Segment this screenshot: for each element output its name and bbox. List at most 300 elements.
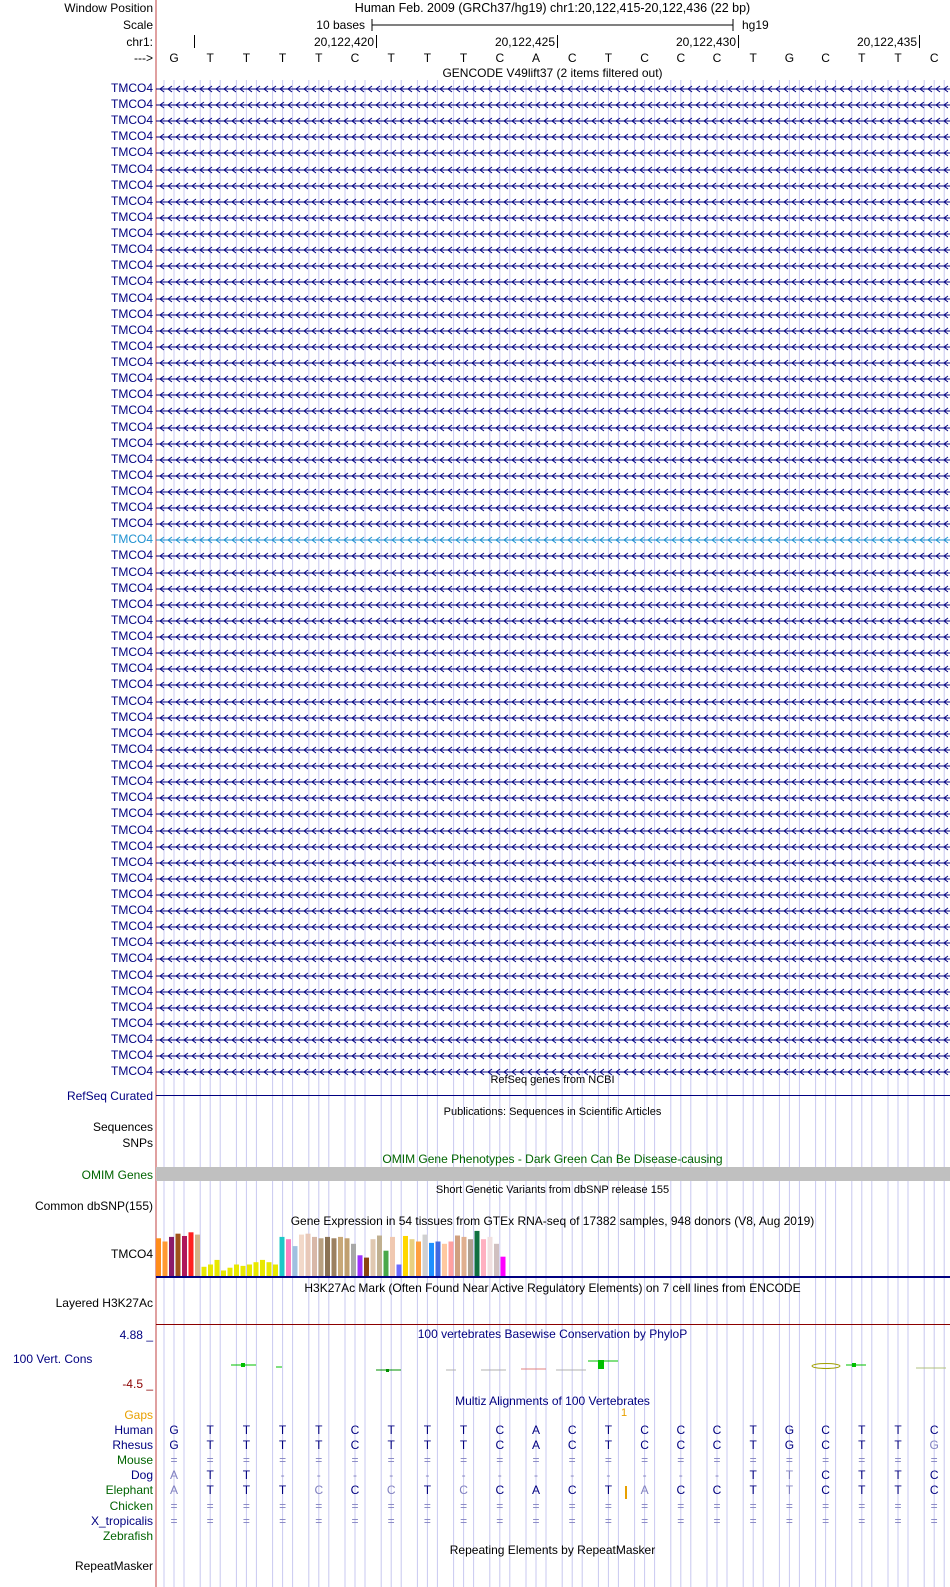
gencode-transcript-line[interactable]: [156, 1050, 950, 1062]
alignment-base: =: [677, 1498, 685, 1513]
gtex-tissue-bar: [377, 1236, 382, 1276]
dbsnp-track-label[interactable]: Common dbSNP(155): [34, 1199, 153, 1213]
gencode-transcript-line[interactable]: [156, 518, 950, 530]
conservation-track-label[interactable]: 100 Vert. Cons: [13, 1352, 93, 1366]
gencode-transcript-line[interactable]: [156, 712, 950, 724]
gencode-transcript-label[interactable]: TMCO4: [111, 500, 153, 515]
base-letter: C: [676, 51, 686, 65]
gencode-transcript-line[interactable]: [156, 792, 950, 804]
alignment-base: =: [568, 1513, 576, 1528]
alignment-base: =: [206, 1453, 214, 1468]
base-letter: T: [315, 51, 323, 65]
gaps-label: Gaps: [124, 1408, 153, 1422]
gencode-transcript-line[interactable]: [156, 309, 950, 321]
gencode-transcript-label[interactable]: TMCO4: [111, 322, 153, 337]
base-letter: T: [459, 51, 468, 65]
alignment-base: A: [531, 1423, 540, 1437]
refseq-track-title: RefSeq genes from NCBI: [490, 1074, 615, 1086]
gencode-transcript-line[interactable]: [156, 325, 950, 337]
gencode-transcript-line[interactable]: [156, 921, 950, 933]
gencode-transcript-label[interactable]: TMCO4: [111, 145, 153, 160]
alignment-base: T: [387, 1423, 395, 1437]
gencode-transcript-label[interactable]: TMCO4: [111, 113, 153, 128]
gencode-transcript-label[interactable]: TMCO4: [111, 790, 153, 805]
gencode-transcript-label[interactable]: TMCO4: [111, 822, 153, 837]
alignment-base: =: [279, 1513, 287, 1528]
gencode-transcript-line[interactable]: [156, 857, 950, 869]
alignment-base: =: [387, 1498, 395, 1513]
alignment-base: C: [821, 1483, 830, 1498]
alignment-base: T: [206, 1423, 214, 1437]
gencode-transcript-line[interactable]: [156, 212, 950, 224]
gencode-transcript-label[interactable]: TMCO4: [111, 677, 153, 692]
gencode-transcript-label[interactable]: TMCO4: [111, 274, 153, 289]
gap-mark: 1: [621, 1407, 628, 1419]
gencode-transcript-line[interactable]: [156, 953, 950, 965]
alignment-base: -: [642, 1468, 647, 1483]
gencode-transcript-line[interactable]: [156, 438, 950, 450]
alignment-base: =: [423, 1453, 431, 1468]
coordinate-tick: [738, 35, 739, 48]
gencode-transcript-label[interactable]: TMCO4: [111, 1064, 153, 1079]
gencode-transcript-label[interactable]: TMCO4: [111, 129, 153, 144]
alignment-base: =: [387, 1513, 395, 1528]
alignment-base: =: [460, 1453, 468, 1468]
elephant-insertion-mark: [625, 1486, 627, 1499]
base-letter: G: [169, 51, 179, 65]
gencode-transcript-label[interactable]: TMCO4: [111, 887, 153, 901]
alignment-base: =: [785, 1453, 793, 1468]
gencode-transcript-line[interactable]: [156, 389, 950, 401]
gencode-transcript-label[interactable]: TMCO4: [111, 999, 153, 1014]
alignment-base: =: [387, 1453, 395, 1468]
gencode-transcript-line[interactable]: [156, 180, 950, 192]
gtex-tissue-bar: [293, 1246, 298, 1276]
gtex-tissue-bar: [286, 1239, 291, 1276]
alignment-base: =: [930, 1453, 938, 1468]
sequences-label[interactable]: Sequences: [92, 1120, 153, 1134]
alignment-base: T: [242, 1468, 251, 1483]
gencode-transcript-line[interactable]: [156, 679, 950, 691]
gencode-transcript-line[interactable]: [156, 470, 950, 482]
gencode-transcript-line[interactable]: [156, 599, 950, 611]
alignment-base: G: [929, 1438, 939, 1453]
alignment-base: =: [351, 1498, 359, 1513]
gencode-transcript-line[interactable]: [156, 889, 950, 901]
gencode-transcript-line[interactable]: [156, 373, 950, 385]
snps-label[interactable]: SNPs: [122, 1136, 153, 1150]
gencode-transcript-label[interactable]: TMCO4: [111, 306, 153, 321]
alignment-base: =: [460, 1498, 468, 1513]
gencode-transcript-label[interactable]: TMCO4: [111, 484, 153, 498]
gencode-transcript-line[interactable]: [156, 293, 950, 305]
gencode-transcript-label[interactable]: TMCO4: [111, 548, 153, 563]
gtex-track-label[interactable]: TMCO4: [111, 1247, 153, 1261]
gencode-transcript-line[interactable]: [156, 276, 950, 288]
gencode-transcript-label[interactable]: TMCO4: [111, 1032, 153, 1047]
gencode-transcript-label[interactable]: TMCO4: [111, 741, 153, 756]
alignment-base: =: [749, 1453, 757, 1468]
gtex-tissue-bar: [267, 1262, 272, 1276]
gencode-transcript-line[interactable]: [156, 647, 950, 659]
gencode-transcript-line[interactable]: [156, 405, 950, 417]
gencode-transcript-line[interactable]: [156, 905, 950, 917]
gencode-transcript-label[interactable]: TMCO4: [111, 467, 153, 482]
alignment-base: C: [821, 1438, 830, 1453]
alignment-base: =: [713, 1498, 721, 1513]
gencode-transcript-label[interactable]: TMCO4: [111, 193, 153, 208]
alignment-base: =: [315, 1513, 323, 1528]
species-label[interactable]: Human: [114, 1423, 153, 1437]
gtex-tissue-bar: [273, 1265, 278, 1277]
gencode-transcript-label[interactable]: TMCO4: [111, 81, 153, 95]
alignment-base: C: [929, 1423, 939, 1437]
gencode-transcript-line[interactable]: [156, 663, 950, 675]
alignment-base: T: [749, 1468, 757, 1483]
alignment-base: T: [604, 1483, 613, 1498]
gtex-tissue-bar: [189, 1232, 194, 1276]
coordinate-tick: [376, 35, 377, 48]
gencode-transcript-label[interactable]: TMCO4: [111, 516, 153, 531]
alignment-base: -: [280, 1468, 285, 1483]
gencode-transcript-label[interactable]: TMCO4: [111, 725, 153, 740]
alignment-base: =: [568, 1498, 576, 1513]
gencode-transcript-line[interactable]: [156, 83, 950, 95]
gencode-track-title: GENCODE V49lift37 (2 items filtered out): [442, 66, 663, 80]
gtex-bar-chart[interactable]: [156, 1228, 556, 1276]
alignment-base: =: [858, 1513, 866, 1528]
gencode-transcript-line[interactable]: [156, 1034, 950, 1046]
gencode-transcript-line[interactable]: [156, 357, 950, 369]
gtex-tissue-bar: [436, 1242, 441, 1277]
gencode-transcript-label[interactable]: TMCO4: [111, 451, 153, 466]
conservation-plot[interactable]: [156, 1337, 950, 1387]
gtex-tissue-bar: [306, 1234, 311, 1276]
alignment-base: =: [677, 1513, 685, 1528]
alignment-base: T: [423, 1438, 432, 1453]
base-letter: C: [350, 51, 360, 65]
gencode-transcript-label[interactable]: TMCO4: [111, 709, 153, 724]
gencode-transcript-label[interactable]: TMCO4: [111, 919, 153, 934]
gencode-transcript-label[interactable]: TMCO4: [111, 242, 153, 257]
gtex-tissue-bar: [475, 1231, 480, 1276]
species-label[interactable]: Chicken: [109, 1498, 153, 1513]
alignment-base: =: [170, 1453, 178, 1468]
gencode-transcript-line[interactable]: [156, 422, 950, 434]
gencode-transcript-line[interactable]: [156, 260, 950, 272]
gencode-transcript-label[interactable]: TMCO4: [111, 693, 153, 708]
alignment-base: T: [387, 1438, 395, 1453]
gtex-tissue-bar: [403, 1236, 408, 1276]
gencode-transcript-label[interactable]: TMCO4: [111, 532, 153, 547]
gtex-tissue-bar: [494, 1244, 499, 1276]
alignment-base: C: [640, 1423, 649, 1437]
gencode-transcript-line[interactable]: [156, 937, 950, 949]
h3k27ac-track-title: H3K27Ac Mark (Often Found Near Active Regulatory Elements) on 7 cell lines from ENCODE: [304, 1281, 801, 1295]
alignment-base: =: [279, 1498, 287, 1513]
gtex-tissue-bar: [384, 1251, 389, 1276]
alignment-base: T: [604, 1423, 613, 1437]
gencode-transcript-label[interactable]: TMCO4: [111, 371, 153, 386]
species-label[interactable]: Mouse: [116, 1453, 153, 1468]
species-label[interactable]: Zebrafish: [102, 1528, 153, 1543]
alignment-base: T: [858, 1438, 866, 1453]
base-letter: T: [604, 51, 613, 65]
alignment-base: T: [206, 1483, 214, 1498]
alignment-base: -: [534, 1468, 538, 1483]
gtex-tissue-bar: [468, 1239, 473, 1276]
alignment-base: -: [715, 1468, 719, 1483]
base-letter: C: [495, 51, 505, 65]
alignment-base: =: [423, 1498, 431, 1513]
gtex-tissue-bar: [169, 1237, 174, 1276]
gencode-transcript-label[interactable]: TMCO4: [111, 612, 153, 627]
alignment-base: T: [749, 1483, 757, 1498]
base-letter: C: [567, 51, 577, 65]
gencode-transcript-label[interactable]: TMCO4: [111, 209, 153, 224]
gtex-tissue-bar: [455, 1236, 460, 1276]
gencode-transcript-label[interactable]: TMCO4: [111, 967, 153, 982]
gencode-transcript-label[interactable]: TMCO4: [111, 629, 153, 644]
alignment-base: C: [821, 1468, 830, 1483]
gencode-transcript-line[interactable]: [156, 196, 950, 208]
alignment-base: =: [930, 1498, 938, 1513]
species-label[interactable]: Dog: [130, 1468, 153, 1483]
alignment-base: G: [784, 1438, 795, 1453]
alignment-base: -: [606, 1468, 611, 1483]
gencode-transcript-label[interactable]: TMCO4: [111, 951, 153, 966]
repeatmasker-track-label[interactable]: RepeatMasker: [74, 1559, 153, 1573]
alignment-base: =: [641, 1513, 649, 1528]
alignment-base: C: [495, 1438, 505, 1453]
gencode-transcript-label[interactable]: TMCO4: [111, 419, 153, 434]
alignment-base: -: [389, 1468, 394, 1483]
gencode-transcript-label[interactable]: TMCO4: [111, 774, 153, 789]
gencode-transcript-line[interactable]: [156, 1018, 950, 1030]
coordinate-label: 20,122,430: [675, 35, 736, 49]
gencode-transcript-line[interactable]: [156, 970, 950, 982]
alignment-base: T: [315, 1438, 323, 1453]
gtex-tissue-bar: [176, 1234, 181, 1276]
alignment-base: G: [784, 1423, 795, 1437]
alignment-base: =: [713, 1513, 721, 1528]
alignment-base: T: [459, 1423, 468, 1437]
gencode-transcript-label[interactable]: TMCO4: [111, 97, 153, 112]
gencode-transcript-line[interactable]: [156, 341, 950, 353]
alignment-base: =: [242, 1513, 250, 1528]
multiz-track-title: Multiz Alignments of 100 Vertebrates: [455, 1394, 650, 1408]
gencode-transcript-label[interactable]: TMCO4: [111, 290, 153, 305]
gtex-tissue-bar: [481, 1239, 486, 1276]
gencode-transcript-line[interactable]: [156, 776, 950, 788]
alignment-base: =: [496, 1453, 504, 1468]
gtex-tissue-bar: [299, 1235, 304, 1276]
gencode-transcript-line[interactable]: [156, 615, 950, 627]
gencode-transcript-line[interactable]: [156, 228, 950, 240]
base-letter: C: [929, 51, 939, 65]
gencode-transcript-line[interactable]: [156, 131, 950, 143]
gencode-transcript-line[interactable]: [156, 631, 950, 643]
alignment-base: T: [858, 1423, 866, 1437]
gencode-transcript-label[interactable]: TMCO4: [111, 435, 153, 450]
gtex-tissue-bar: [351, 1244, 356, 1276]
gencode-transcript-label[interactable]: TMCO4: [111, 338, 153, 353]
gtex-tissue-bar: [429, 1243, 434, 1276]
gencode-transcript-label[interactable]: TMCO4: [111, 226, 153, 241]
window-position-label: Window Position: [64, 1, 153, 15]
alignment-base: T: [423, 1423, 432, 1437]
gencode-transcript-label[interactable]: TMCO4: [111, 903, 153, 918]
alignment-base: =: [242, 1453, 250, 1468]
species-label[interactable]: Rhesus: [112, 1438, 153, 1453]
gencode-transcript-label[interactable]: TMCO4: [111, 177, 153, 192]
alignment-base: T: [894, 1468, 902, 1483]
gencode-transcript-line[interactable]: [156, 115, 950, 127]
coordinate-tick: [919, 35, 920, 48]
base-letter: T: [423, 51, 432, 65]
alignment-base: C: [350, 1423, 360, 1437]
gtex-tissue-bar: [208, 1265, 213, 1277]
base-letter: C: [640, 51, 649, 65]
base-letter: G: [784, 51, 795, 65]
gtex-tissue-bar: [312, 1237, 317, 1276]
conservation-min-label: -4.5 _: [122, 1377, 153, 1391]
gencode-transcript-label[interactable]: TMCO4: [111, 580, 153, 595]
gencode-transcript-label[interactable]: TMCO4: [111, 258, 153, 273]
gencode-transcript-label[interactable]: TMCO4: [111, 758, 153, 773]
gencode-transcript-label[interactable]: TMCO4: [111, 838, 153, 853]
alignment-base: C: [459, 1483, 468, 1498]
alignment-base: -: [316, 1468, 321, 1483]
h3k27ac-track-label[interactable]: Layered H3K27Ac: [55, 1296, 153, 1310]
gencode-transcript-line[interactable]: [156, 583, 950, 595]
alignment-base: T: [749, 1438, 757, 1453]
coordinate-label: 20,122,435: [856, 35, 917, 49]
gencode-transcript-label[interactable]: TMCO4: [111, 935, 153, 950]
gencode-transcript-line[interactable]: [156, 825, 950, 837]
chrom-label: chr1:: [126, 35, 153, 49]
gtex-tissue-bar: [358, 1255, 363, 1276]
gencode-transcript-line[interactable]: [156, 534, 950, 546]
alignment-base: T: [242, 1438, 251, 1453]
omim-track-label[interactable]: OMIM Genes: [81, 1168, 153, 1182]
gtex-tissue-bar: [423, 1235, 428, 1276]
gencode-transcript-line[interactable]: [156, 454, 950, 466]
alignment-base: =: [206, 1513, 214, 1528]
alignment-base: T: [278, 1483, 287, 1498]
alignment-base: =: [206, 1498, 214, 1513]
alignment-base: =: [279, 1453, 287, 1468]
gencode-transcript-line[interactable]: [156, 760, 950, 772]
alignment-base: A: [531, 1438, 540, 1453]
alignment-base: =: [532, 1513, 540, 1528]
gencode-transcript-line[interactable]: [156, 147, 950, 159]
gencode-transcript-label[interactable]: TMCO4: [111, 983, 153, 998]
gencode-transcript-line[interactable]: [156, 486, 950, 498]
gencode-transcript-line[interactable]: [156, 567, 950, 579]
gencode-transcript-line[interactable]: [156, 696, 950, 708]
gtex-tissue-bar: [332, 1238, 337, 1276]
gencode-transcript-label[interactable]: TMCO4: [111, 645, 153, 660]
alignment-base: C: [676, 1423, 686, 1437]
gencode-transcript-line[interactable]: [156, 550, 950, 562]
gtex-tissue-bar: [319, 1238, 324, 1276]
gtex-tissue-bar: [156, 1238, 161, 1276]
base-letter: A: [531, 51, 540, 65]
gtex-tissue-bar: [501, 1257, 506, 1276]
omim-gene-bar[interactable]: [156, 1167, 950, 1181]
gencode-transcript-label[interactable]: TMCO4: [111, 1048, 153, 1063]
refseq-track-label[interactable]: RefSeq Curated: [66, 1089, 153, 1103]
gencode-transcript-label[interactable]: TMCO4: [111, 661, 153, 676]
alignment-base: =: [315, 1453, 323, 1468]
gencode-transcript-line[interactable]: [156, 808, 950, 820]
gencode-transcript-label[interactable]: TMCO4: [111, 1015, 153, 1030]
alignment-base: =: [822, 1498, 830, 1513]
alignment-base: =: [749, 1498, 757, 1513]
gencode-transcript-line[interactable]: [156, 744, 950, 756]
species-label[interactable]: Elephant: [105, 1483, 153, 1498]
alignment-base: =: [423, 1513, 431, 1528]
coordinate-label: 20,122,425: [494, 35, 555, 49]
gencode-transcript-label[interactable]: TMCO4: [111, 355, 153, 370]
alignment-base: T: [242, 1423, 251, 1437]
gencode-transcript-line[interactable]: [156, 244, 950, 256]
gtex-tissue-bar: [163, 1242, 168, 1277]
scale-label: Scale: [122, 18, 153, 32]
gencode-transcript-line[interactable]: [156, 502, 950, 514]
alignment-base: -: [497, 1468, 502, 1483]
alignment-base: G: [169, 1438, 179, 1453]
gtex-tissue-bar: [390, 1237, 395, 1276]
base-letter: T: [242, 51, 251, 65]
gencode-transcript-line[interactable]: [156, 873, 950, 885]
refseq-line[interactable]: [156, 1095, 950, 1096]
gencode-transcript-line[interactable]: [156, 841, 950, 853]
alignment-base: =: [822, 1513, 830, 1528]
gencode-transcript-label[interactable]: TMCO4: [111, 854, 153, 869]
gencode-transcript-label[interactable]: TMCO4: [111, 564, 153, 579]
gencode-transcript-line[interactable]: [156, 99, 950, 111]
alignment-base: =: [894, 1453, 902, 1468]
gtex-tissue-bar: [254, 1262, 259, 1276]
species-label[interactable]: X_tropicalis: [90, 1513, 153, 1528]
gencode-transcript-label[interactable]: TMCO4: [111, 870, 153, 885]
gencode-transcript-label[interactable]: TMCO4: [111, 806, 153, 821]
alignment-base: T: [278, 1438, 287, 1453]
alignment-base: C: [314, 1483, 324, 1498]
gencode-transcript-line[interactable]: [156, 986, 950, 998]
gencode-transcript-label[interactable]: TMCO4: [111, 596, 153, 611]
alignment-base: =: [858, 1498, 866, 1513]
alignment-base: -: [425, 1468, 430, 1483]
alignment-base: T: [604, 1438, 613, 1453]
gencode-transcript-label[interactable]: TMCO4: [111, 403, 153, 418]
gencode-transcript-label[interactable]: TMCO4: [111, 387, 153, 402]
conservation-max-label: 4.88 _: [119, 1328, 153, 1342]
gencode-transcript-line[interactable]: [156, 728, 950, 740]
alignment-base: =: [713, 1453, 721, 1468]
gencode-transcript-label[interactable]: TMCO4: [111, 161, 153, 176]
gencode-transcript-line[interactable]: [156, 164, 950, 176]
gtex-tissue-bar: [462, 1237, 467, 1276]
gtex-tissue-bar: [241, 1266, 246, 1276]
alignment-base: =: [496, 1498, 504, 1513]
alignment-base: C: [676, 1483, 686, 1498]
gencode-transcript-line[interactable]: [156, 1002, 950, 1014]
alignment-base: =: [822, 1453, 830, 1468]
repeatmasker-track-title: Repeating Elements by RepeatMasker: [449, 1543, 656, 1557]
